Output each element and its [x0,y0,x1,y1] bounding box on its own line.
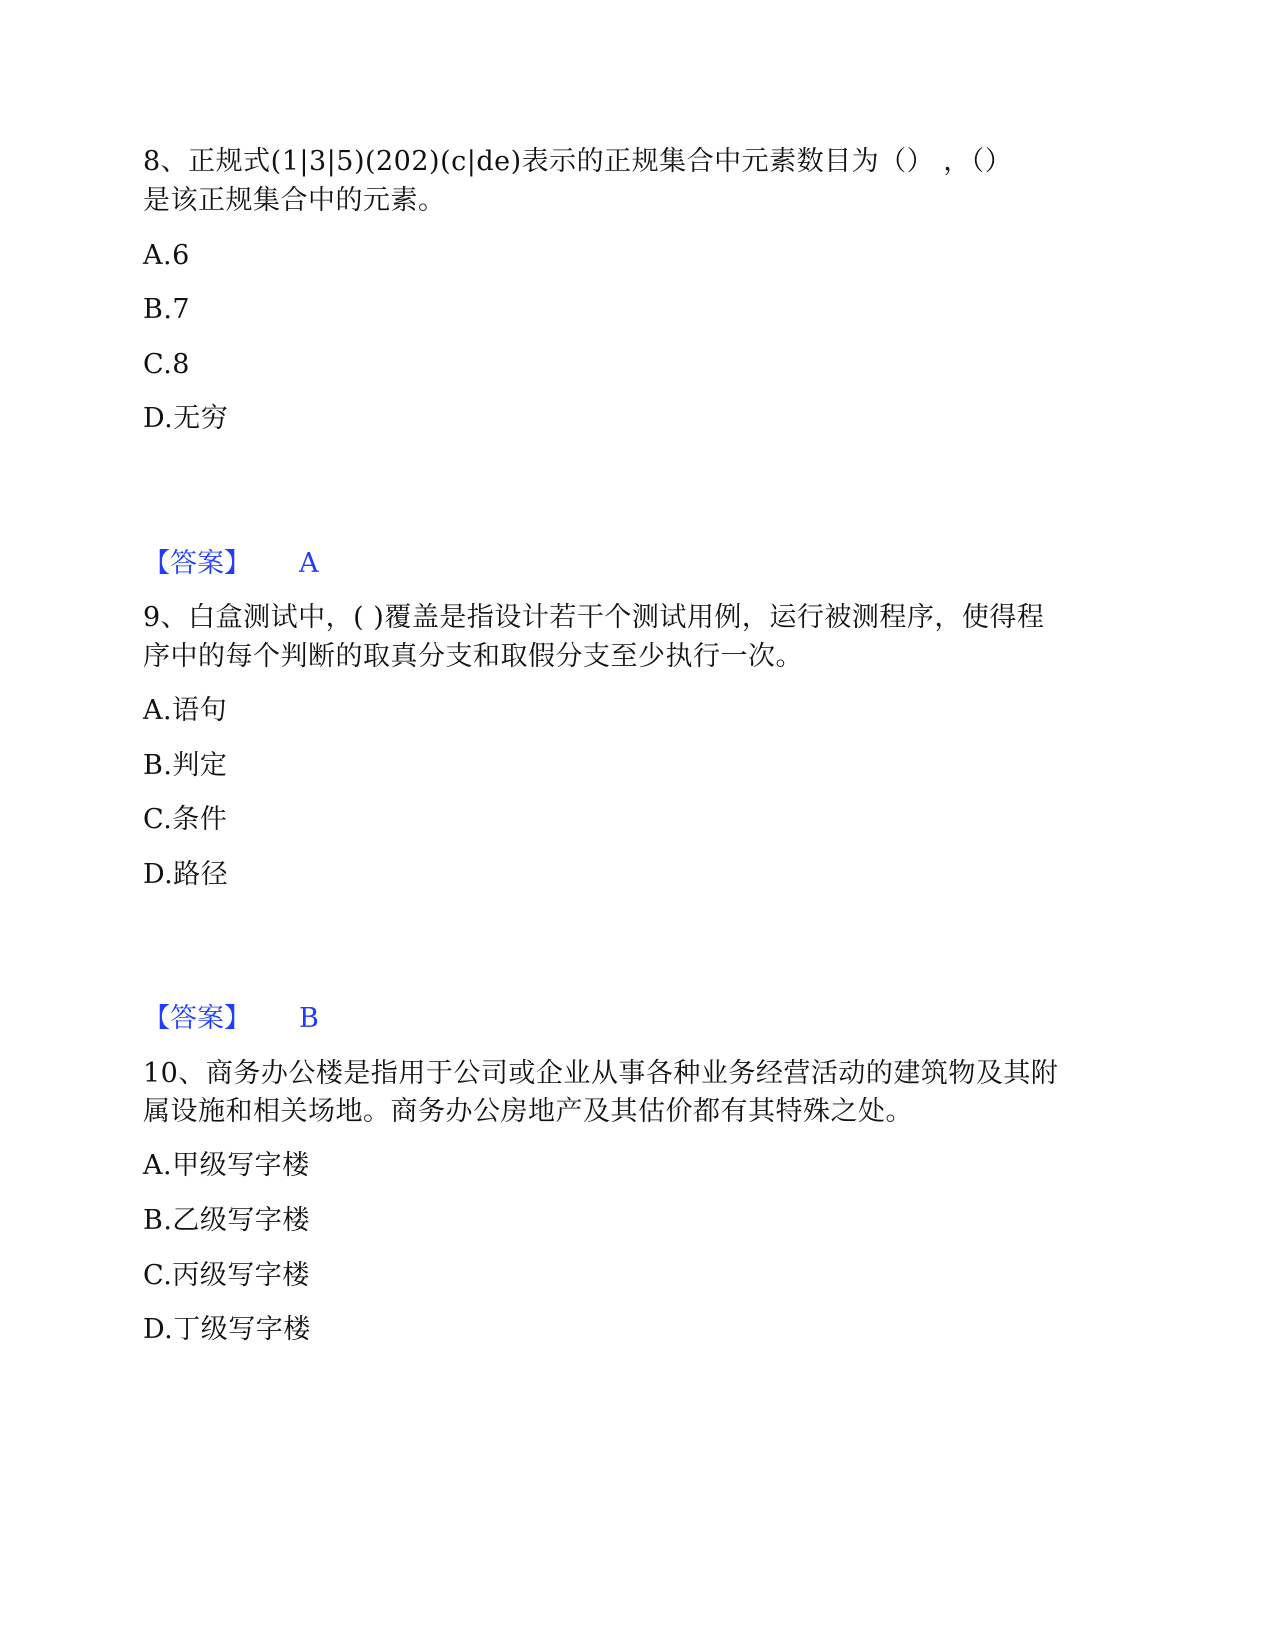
question-10-stem-line-1: 10、商务办公楼是指用于公司或企业从事各种业务经营活动的建筑物及其附 [143,1058,1059,1089]
answer-value: A [299,548,319,579]
question-10-stem-line-2: 属设施和相关场地。商务办公房地产及其估价都有其特殊之处。 [143,1096,913,1127]
question-9-option-a: A.语句 [143,695,228,726]
question-8-option-b: B.7 [143,294,191,325]
question-10-option-b: B.乙级写字楼 [143,1205,310,1236]
question-8-stem-line-2: 是该正规集合中的元素。 [143,185,446,216]
question-9-option-c: C.条件 [143,804,228,835]
question-9-option-b: B.判定 [143,750,228,781]
answer-label: 【答案】 [143,548,251,579]
question-9-stem-line-1: 9、白盒测试中，( )覆盖是指设计若干个测试用例，运行被测程序，使得程 [143,602,1045,633]
question-8-stem-line-1: 8、正规式(1|3|5)(202)(c|de)表示的正规集合中元素数目为（） ，（） [143,146,1013,177]
question-10-option-d: D.丁级写字楼 [143,1314,311,1345]
question-8-option-a: A.6 [143,240,190,271]
question-9-answer [143,999,319,1039]
question-8-answer [143,544,319,584]
question-8-option-c: C.8 [143,349,190,380]
question-8-option-d: D.无穷 [143,403,229,434]
question-10-option-c: C.丙级写字楼 [143,1260,310,1291]
question-9-option-d: D.路径 [143,859,229,890]
question-9-stem-line-2: 序中的每个判断的取真分支和取假分支至少执行一次。 [143,641,803,672]
answer-value: B [299,1003,319,1034]
question-10-option-a: A.甲级写字楼 [143,1150,310,1181]
answer-label: 【答案】 [143,1003,251,1034]
